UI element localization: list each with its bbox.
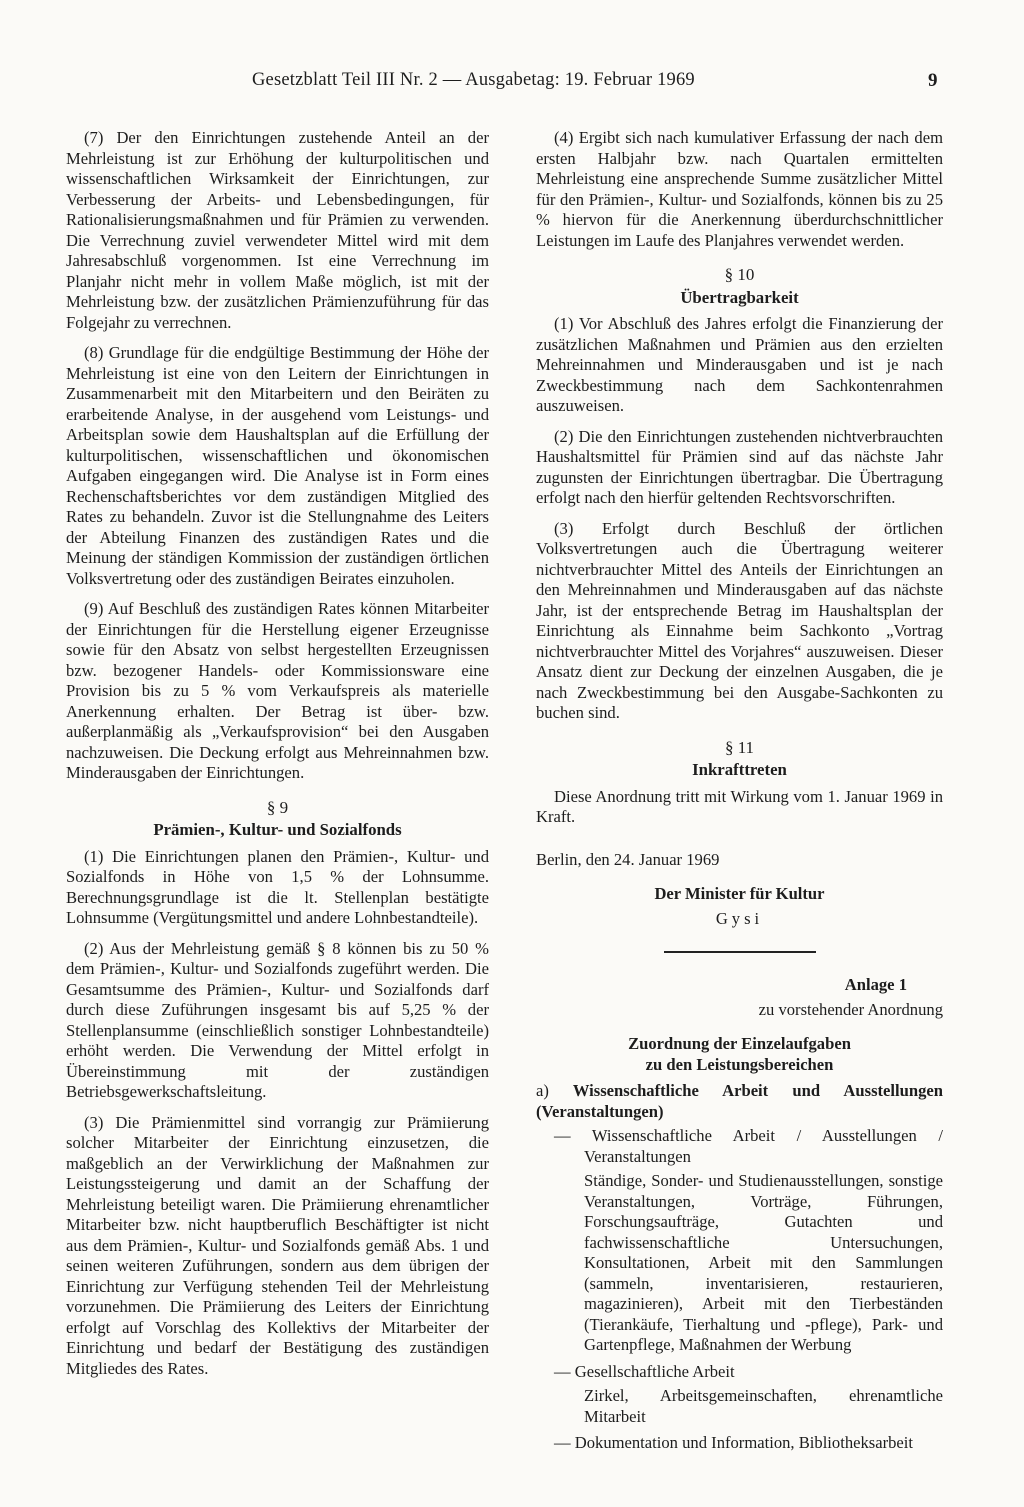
section-11-title: Inkrafttreten — [692, 760, 787, 779]
dash-item-2: — Gesellschaftliche Arbeit — [554, 1361, 735, 1381]
paragraph-7: (7) Der den Einrichtungen zustehende Anteil an der Mehrleistung ist zur Erhöhung der kulturpolitischen und wissenschaftlichen Wirksamkeit der Einrichtungen, zur Verbesserung der Arbeits- und Lebensbedingungen, für Rationalisierungsmaßnahmen und für Prämien zu verwenden. Die Verrechnung zuviel verwendeter Mittel wird mit dem Jahresabschluß vorgenommen. Ist eine Verrechnung im Planjahr nicht mehr in vollem Maße möglich, ist mit der Mehrleistung bzw. der zusätzlichen Prämienzuführung für das Folgejahr zu verrechnen. — [66, 128, 489, 332]
dash-item-1: — Wissenschaftliche Arbeit / Ausstellungen / Veranstaltungen — [554, 1126, 943, 1166]
place-date: Berlin, den 24. Januar 1969 — [536, 849, 720, 869]
paragraph-8: (8) Grundlage für die endgültige Bestimmung der Höhe der Mehrleistung ist eine von den Leitern der Einrichtungen in Zusammenarbeit mit den Mitarbeitern und den Beiräten zu erarbeitende Analyse, in der ausgehend vom Leistungs- und Arbeitsplan sowie dem Haushaltsplan auf die Erfüllung der kulturpolitischen, wissenschaftlichen und ökonomischen Aufgaben eingegangen wird. Die Analyse ist in Form eines Rechenschaftsberichtes vor dem zuständigen Mitglied des Rates zu behandeln. Zuvor ist die Stellungnahme des Leiters der Abteilung Finanzen des zuständigen Rates und die Meinung der ständigen Kommission der zuständigen örtlichen Volksvertretung oder des zuständigen Beirates einzuholen. — [66, 343, 489, 588]
right-column — [536, 128, 943, 1454]
anlage-heading — [536, 1034, 943, 1075]
section-9-number: § 9 — [266, 797, 289, 817]
running-header — [252, 70, 952, 91]
item-a-letter: a) — [536, 1081, 549, 1100]
separator-rule — [664, 951, 816, 953]
anlage-heading-line-1: Zuordnung der Einzelaufgaben — [628, 1034, 851, 1053]
anlage-subtitle: zu vorstehender Anordnung — [758, 999, 943, 1019]
signer-title: Der Minister für Kultur — [654, 884, 825, 903]
paragraph-9: (9) Auf Beschluß des zuständigen Rates können Mitarbeiter der Einrichtungen für die Herstellung eigener Erzeugnisse sowie für den Absatz von selbst hergestellten Erzeugnissen bzw. bezogener Handels- oder Kommissionsware eine Provision bis zu 5 % vom Verkaufspreis als materielle Anerkennung erhalten. Der Betrag ist über- bzw. außerplanmäßig als „Verkaufsprovision“ bei den Ausgaben nachzuweisen. Die Deckung erfolgt aus Mehreinnahmen bzw. Minderausgaben der Einrichtungen. — [66, 599, 489, 782]
anlage-title: Anlage 1 — [844, 975, 907, 994]
dash-item-1-detail: Ständige, Sonder- und Studienausstellungen, sonstige Veranstaltungen, Vorträge, Führungen, Forschungsaufträge, Gutachten und fachwissenschaftliche Untersuchungen, Konsultationen, Arbeit mit den Sammlungen (sammeln, inventarisieren, restaurieren, magazinieren), Arbeit mit den Tierbeständen (Tierankäufe, Tierhaltung und -pflege), Park- und Gartenpflege, Maßnahmen der Werbung — [584, 1171, 943, 1354]
anlage-heading-line-2: zu den Leistungsbereichen — [645, 1054, 834, 1074]
section-10-paragraph-2: (2) Die den Einrichtungen zustehenden nichtverbrauchten Haushaltsmittel für Prämien sind auf das nächste Jahr zugunsten der Einrichtungen übertragbar. Die Übertragung erfolgt nach den hierfür geltenden Rechtsvorschriften. — [536, 426, 943, 507]
section-11-number: § 11 — [724, 737, 755, 757]
item-a-text: Wissenschaftliche Arbeit und Ausstellungen (Veranstaltungen) — [536, 1081, 943, 1121]
section-9-paragraph-2: (2) Aus der Mehrleistung gemäß § 8 können bis zu 50 % dem Prämien-, Kultur- und Sozialfonds zugeführt werden. Die Gesamtsumme des Prämien-, Kultur- und Sozialfonds darf durch diese Zuführungen insgesamt bis auf 5,25 % der Stellenplansumme (einschließlich sonstiger Lohnbestandteile) erhöht werden. Die Verwendung der Mittel erfolgt in Übereinstimmung mit der zuständigen Betriebsgewerkschaftsleitung. — [66, 938, 489, 1101]
section-11-text: Diese Anordnung tritt mit Wirkung vom 1. Januar 1969 in Kraft. — [536, 786, 943, 826]
running-title: Gesetzblatt Teil III Nr. 2 — Ausgabetag: 19. Februar 1969 — [252, 70, 695, 90]
section-9-title: Prämien-, Kultur- und Sozialfonds — [153, 820, 402, 839]
item-a — [536, 1081, 943, 1122]
section-9-paragraph-1: (1) Die Einrichtungen planen den Prämien-, Kultur- und Sozialfonds in Höhe von 1,5 % der Lohnsumme. Berechnungsgrundlage ist die lt. Stellenplan bestätigte Lohnsumme (Vergütungsmittel und andere Lohnbestandteile). — [66, 846, 489, 927]
section-9-paragraph-3: (3) Die Prämienmittel sind vorrangig zur Prämiierung solcher Mitarbeiter der Einrichtung einzusetzen, die maßgeblich an der Verwirklichung der Maßnahmen zur Leistungssteigerung und damit an der Schaffung der Mehrleistung beteiligt waren. Die Prämiierung ehrenamtlicher Mitarbeiter bzw. nicht hauptberuflich Beschäftigter ist nicht aus dem Prämien-, Kultur- und Sozialfonds gemäß Abs. 1 und seinen weiteren Zuführungen, sondern aus dem übrigen der Einrichtung zur Verfügung stehenden Teil der Mehrleistung vorzunehmen. Die Prämiierung des Leiters der Einrichtung erfolgt auf Vorschlag des Kollektivs der Mitarbeiter der Einrichtung und bedarf der Bestätigung des zuständigen Mitgliedes des Rates. — [66, 1112, 489, 1378]
dash-item-2-detail: Zirkel, Arbeitsgemeinschaften, ehrenamtliche Mitarbeit — [584, 1386, 943, 1426]
signer-name: Gysi — [715, 908, 764, 928]
paragraph-4: (4) Ergibt sich nach kumulativer Erfassung der nach dem ersten Halbjahr bzw. nach Quartalen ermittelten Mehrleistung eine ansprechende Summe zusätzlicher Mittel für den Prämien-, Kultur- und Sozialfonds, können bis zu 25 % hiervon für die Anerkennung überdurchschnittlicher Leistungen im Laufe des Planjahres verwendet werden. — [536, 128, 943, 250]
section-10-title: Übertragbarkeit — [680, 287, 799, 307]
section-10-paragraph-1: (1) Vor Abschluß des Jahres erfolgt die Finanzierung der zusätzlichen Maßnahmen und Prämien aus den erzielten Mehreinnahmen und Minderausgaben und ist je nach Zweckbestimmung nach dem Sachkontenrahmen auszuweisen. — [536, 314, 943, 415]
section-10-number: § 10 — [724, 265, 755, 284]
page-number: 9 — [928, 70, 938, 91]
left-column — [66, 128, 489, 1389]
section-10-paragraph-3: (3) Erfolgt durch Beschluß der örtlichen Volksvertretungen auch die Übertragung weiterer nichtverbrauchter Mittel des Anteils der Einrichtungen an den Mehreinnahmen und Minderausgaben auf das nächste Jahr, ist der entsprechende Betrag im Haushaltsplan der Einrichtung als Einnahme beim Sachkonto „Vortrag nichtverbrauchter Mittel des Vorjahres“ auszuweisen. Dieser Ansatz dient zur Deckung der einzelnen Ausgaben, die je nach Zweckbestimmung bei den Ausgabe-Sachkonten zu buchen sind. — [536, 518, 943, 722]
dash-item-3: — Dokumentation und Information, Bibliotheksarbeit — [554, 1433, 914, 1452]
